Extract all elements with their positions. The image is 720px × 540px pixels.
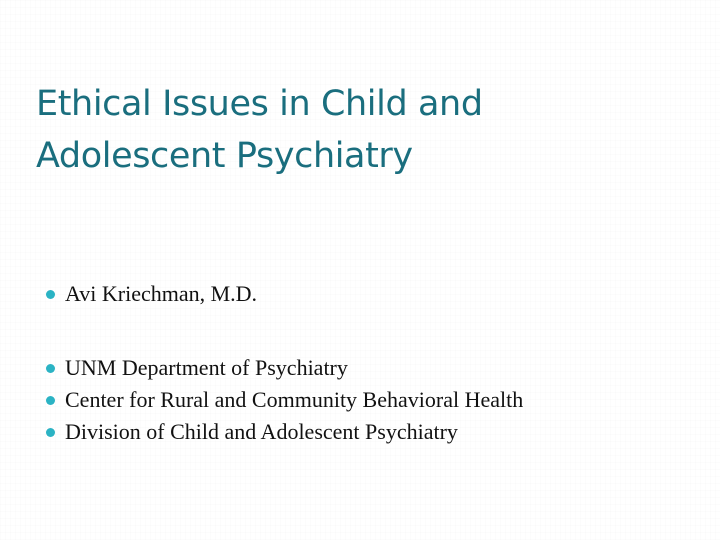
- bullet-dot-icon: [46, 428, 55, 437]
- bullet-text: Center for Rural and Community Behavioral Health: [65, 387, 524, 412]
- bullet-dot-icon: [46, 364, 55, 373]
- bullet-item-department: [46, 352, 706, 384]
- title-line-1: Ethical Issues in Child and: [36, 84, 483, 124]
- bullet-list: [46, 278, 706, 448]
- bullet-item-author: [46, 278, 706, 310]
- bullet-item-division: [46, 416, 706, 448]
- bullet-text: Division of Child and Adolescent Psychiatry: [65, 419, 458, 444]
- bullet-text: UNM Department of Psychiatry: [65, 355, 348, 380]
- bullet-text: Avi Kriechman, M.D.: [65, 281, 258, 306]
- bullet-dot-icon: [46, 290, 55, 299]
- slide-title: [36, 78, 676, 182]
- bullet-dot-icon: [46, 396, 55, 405]
- title-line-2: Adolescent Psychiatry: [36, 136, 413, 176]
- bullet-item-center: [46, 384, 706, 416]
